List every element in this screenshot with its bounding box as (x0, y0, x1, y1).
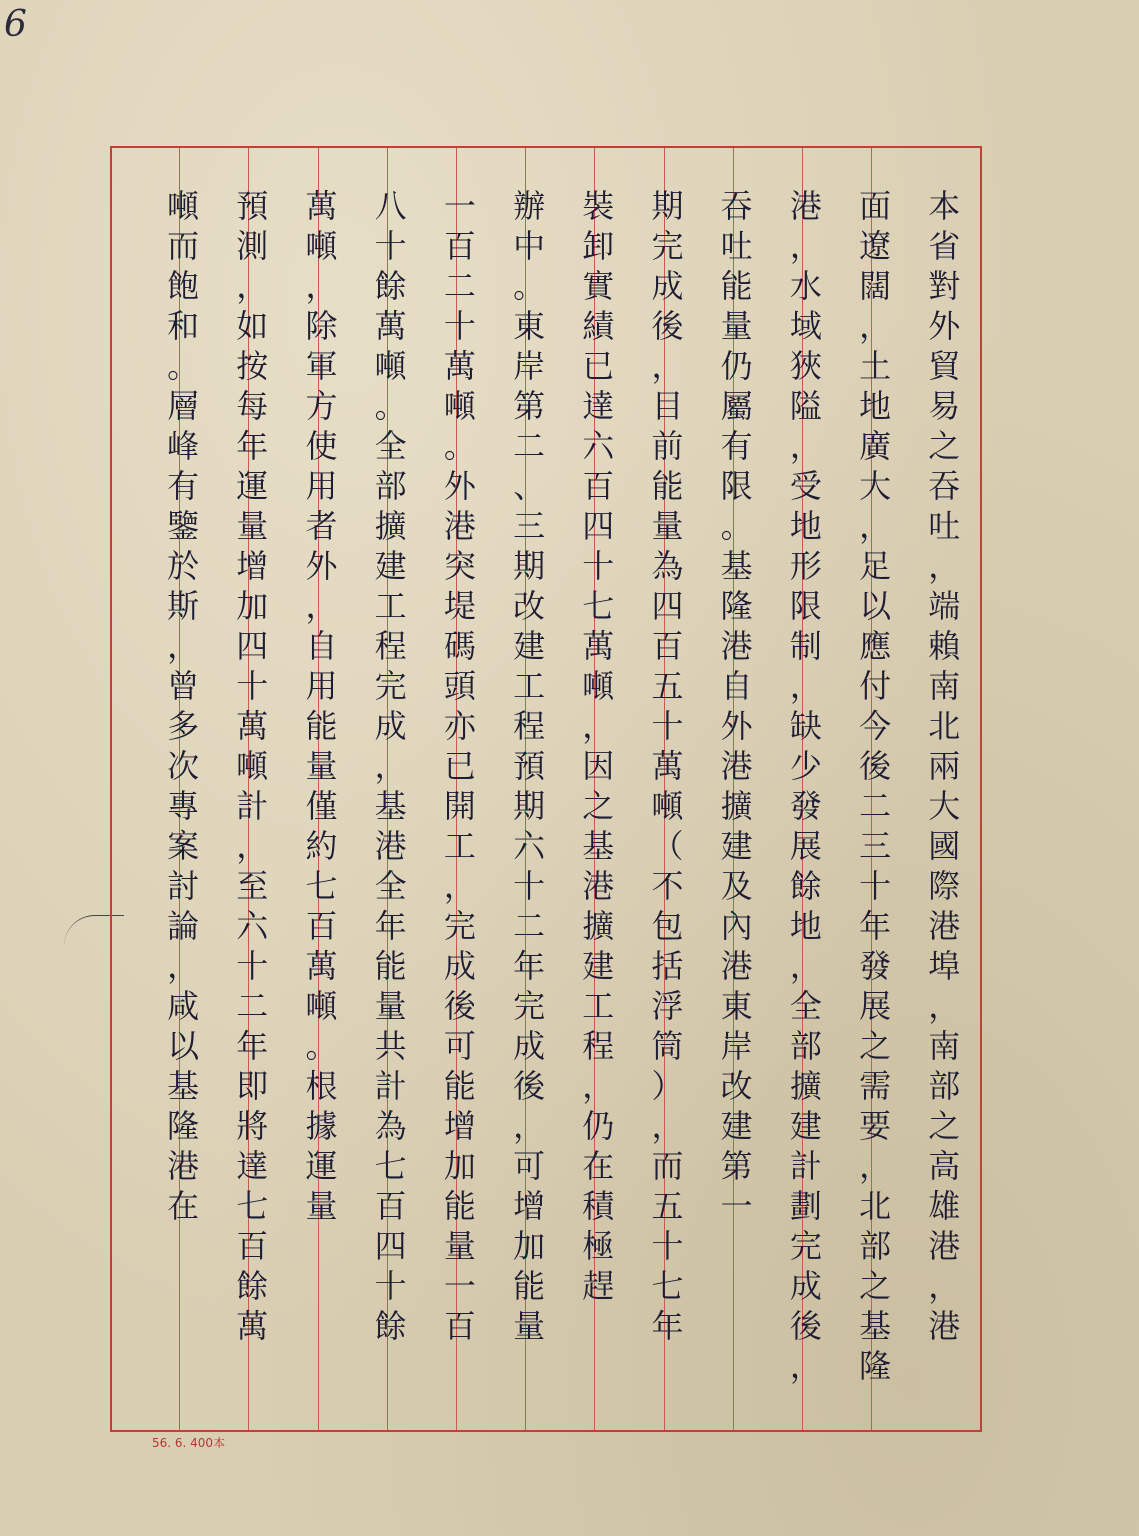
text-column: 噸 而 飽 和 。 層 峰 有 鑒 於 斯 ， 曾 多 次 專 案 討 論 ， 咸 以 基 隆 港 在 (167, 187, 200, 1225)
page-number: 6 (4, 4, 27, 45)
text-column: 辦 中 。 東 岸 第 二 、 三 期 改 建 工 程 預 期 六 十 二 年 完 成 後 ， 可 增 加 能 量 (513, 187, 546, 1345)
manuscript-grid (110, 146, 982, 1432)
text-column: 預 測 ， 如 按 每 年 運 量 增 加 四 十 萬 噸 計 ， 至 六 十 二 年 即 將 達 七 百 餘 萬 (236, 187, 269, 1345)
text-column: 一 百 二 十 萬 噸 。 外 港 突 堤 碼 頭 亦 已 開 工 ， 完 成 後 可 能 增 加 能 量 一 百 (443, 187, 476, 1345)
text-column: 萬 噸 ， 除 軍 方 使 用 者 外 ， 自 用 能 量 僅 約 七 百 萬 噸 。 根 據 運 量 (305, 187, 338, 1225)
text-column: 本 省 對 外 貿 易 之 吞 吐 ， 端 賴 南 北 兩 大 國 際 港 埠 ， 南 部 之 高 雄 港 ， 港 (928, 187, 961, 1345)
text-column: 裝 卸 實 績 已 達 六 百 四 十 七 萬 噸 ， 因 之 基 港 擴 建 工 程 ， 仍 在 積 極 趕 (582, 187, 615, 1305)
print-code: 56. 6. 400本 (152, 1436, 226, 1450)
text-column: 吞 吐 能 量 仍 屬 有 限 。 基 隆 港 自 外 港 擴 建 及 內 港 東 岸 改 建 第 一 (720, 187, 753, 1225)
text-column: 面 遼 闊 ， 土 地 廣 大 ， 足 以 應 付 今 後 二 三 十 年 發 展 之 需 要 ， 北 部 之 基 隆 (859, 187, 892, 1385)
text-column: 期 完 成 後 ， 目 前 能 量 為 四 百 五 十 萬 噸 （ 不 包 括 浮 筒 ） ， 而 五 十 七 年 (651, 187, 684, 1345)
text-column: 八 十 餘 萬 噸 。 全 部 擴 建 工 程 完 成 ， 基 港 全 年 能 量 共 計 為 七 百 四 十 餘 (374, 187, 407, 1345)
text-column: 港 ， 水 域 狹 隘 ， 受 地 形 限 制 ， 缺 少 發 展 餘 地 ， 全 部 擴 建 計 劃 完 成 後 ， (789, 187, 822, 1385)
